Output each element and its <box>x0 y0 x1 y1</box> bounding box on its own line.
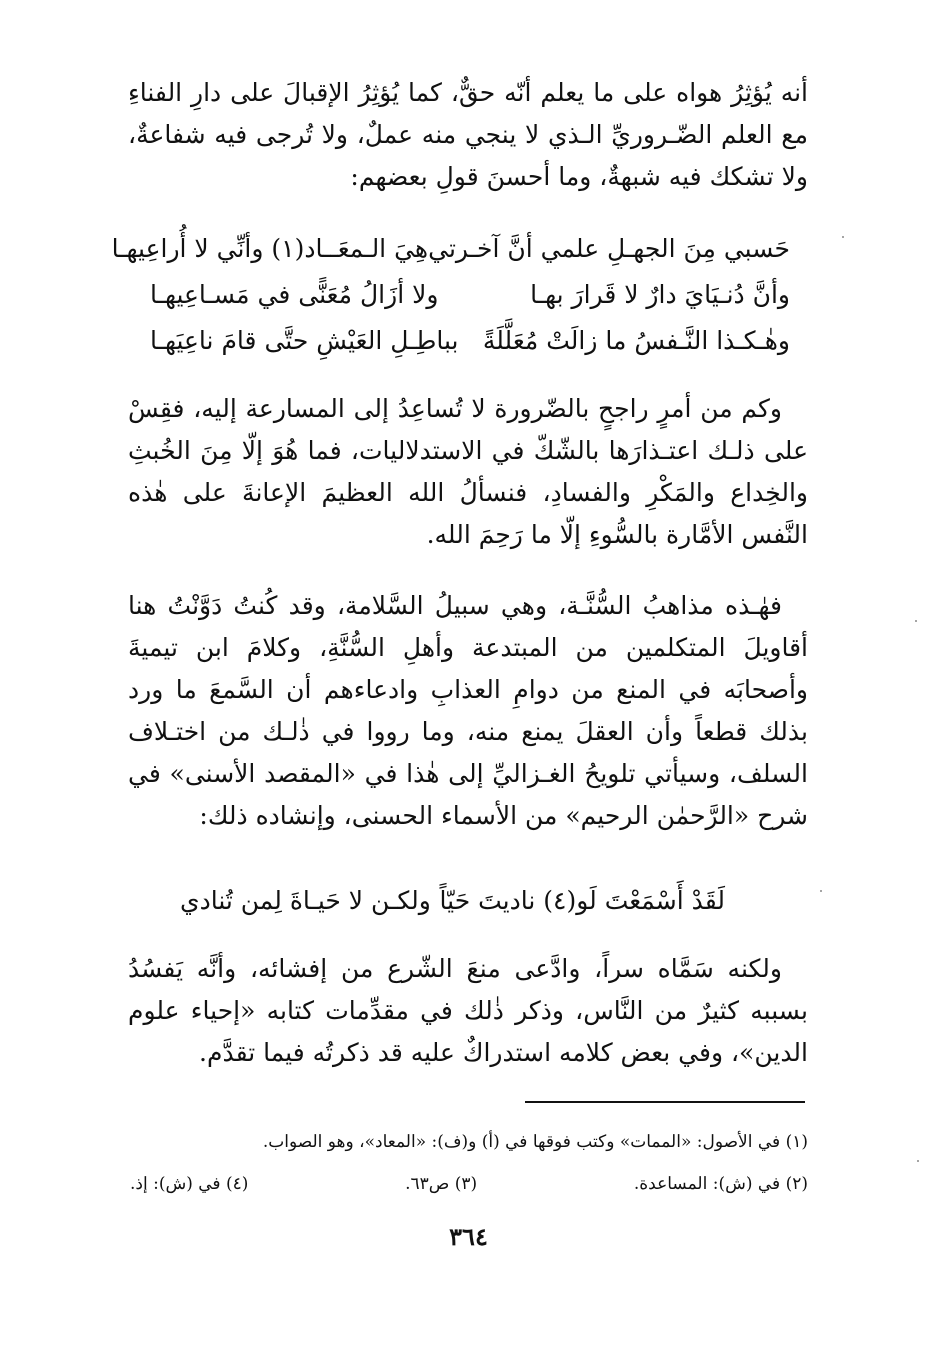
poem-block-1 <box>111 226 790 364</box>
paragraph-3: فهٰـذه مذاهبُ السُّنَّـة، وهي سبيلُ السَّلامة، وقد كُنتُ دَوَّنْتُ هنا أقاويلَ المتكلمين من المبتدعة وأهلِ السُّنَّةِ، وكلامَ ابن تيميةَ وأصحابَه في المنع من دوامِ العذابِ وادعاءهم أن السَّمعَ ما ورد بذلك قطعاً وأن العقلَ يمنع منه، وما رووا في ذٰلـك من اختـلاف السلف، وسيأتي تلويحُ الغـزاليِّ إلى هٰذا في «المقصد الأسنى» في شرح «الرَّحمٰن الرحيم» من الأسماء الحسنى، وإنشاده ذلك: <box>128 591 808 830</box>
verse-first-hemistich: لَقَدْ أَسْمَعْتَ لَو(٤) ناديتَ حَيّاً <box>439 886 725 915</box>
verse-line <box>150 318 790 364</box>
paragraph-2: وكم من أمرٍ راجحٍ بالضّرورة لا تُساعِدُ إلى المسارعة إليه، فقِسْ على ذلـك اعتـذارَها بالشّكّ في الاستدلاليات، فما هُوَ إلّا مِنَ الخُبثِ والخِداع والمَكْرِ والفسادِ، فنسألُ الله العظيمَ الإعانةَ على هٰذه النَّفس الأمَّارة بالسُّوءِ إلّا ما رَحِمَ الله. <box>128 394 808 549</box>
scan-speck <box>915 620 917 622</box>
paragraph-4: ولكنه سَمَّاه سراً، وادَّعى منعَ الشّرع من إفشائه، وأنَّه يَفسُدُ بسببه كثيرٌ من النَّاس، وذكر ذٰلك في مقدِّمات كتابه «إحياء علوم الدين»، وفي بعض كلامه استدراكٌ عليه قد ذكرتُه فيما تقدَّم. <box>128 954 808 1067</box>
verse-first-hemistich: وأنَّ دُنـيَايَ دارٌ لا قَرارَ بهـا <box>530 280 790 309</box>
verse-first-hemistich: حَسبي مِنَ الجهـلِ علمي أنَّ آخـرتي <box>428 234 790 263</box>
page-number: ٣٦٤ <box>449 1222 488 1251</box>
footnote-2: (٢) في (ش): المساعدة. <box>633 1174 808 1194</box>
verse-second-hemistich: هِيَ الـمعَــاد(١) وأنِّي لا أُراعِيهـا <box>111 234 429 263</box>
verse-first-hemistich: وهٰـكـذا النَّـفسُ ما زالَتْ مُعَلَّلَةً <box>482 326 790 355</box>
footnote-3: (٣) ص٦٣. <box>405 1174 478 1194</box>
verse-line <box>150 272 790 318</box>
verse-second-hemistich: بباطِـلِ العَيْشِ حتَّى قامَ ناعِيَهـا <box>150 326 459 355</box>
verse-second-hemistich: ولا أزَالُ مُعَنًّى في مَسـاعِيهـا <box>150 280 439 309</box>
verse-line <box>180 878 725 924</box>
scan-speck <box>842 236 844 238</box>
footnote-4: (٤) في (ش): إذ. <box>130 1174 249 1194</box>
footnotes-row <box>130 1164 808 1204</box>
poem-block-2 <box>180 878 725 924</box>
verse-second-hemistich: ولكـن لا حَيـاةَ لِمن تُنادي <box>180 886 431 915</box>
verse-line <box>111 226 790 272</box>
scan-speck <box>820 890 822 892</box>
footnote-1: (١) في الأصول: «الممات» وكتب فوقها في (أ) و(ف): «المعاد»، وهو الصواب. <box>262 1132 808 1152</box>
paragraph-1: أنه يُؤثِرُ هواه على ما يعلم أنّه حقٌّ، كما يُؤثِرُ الإقبالَ على دارِ الفناءِ مع العلم الضّـروريِّ الـذي لا ينجي منه عملٌ، ولا تُرجى فيه شفاعةٌ، ولا تشكك فيه شبهةٌ، وما أحسنَ قولِ بعضهم: <box>128 78 808 191</box>
scan-speck <box>917 1160 919 1162</box>
footnote-separator <box>525 1101 805 1103</box>
